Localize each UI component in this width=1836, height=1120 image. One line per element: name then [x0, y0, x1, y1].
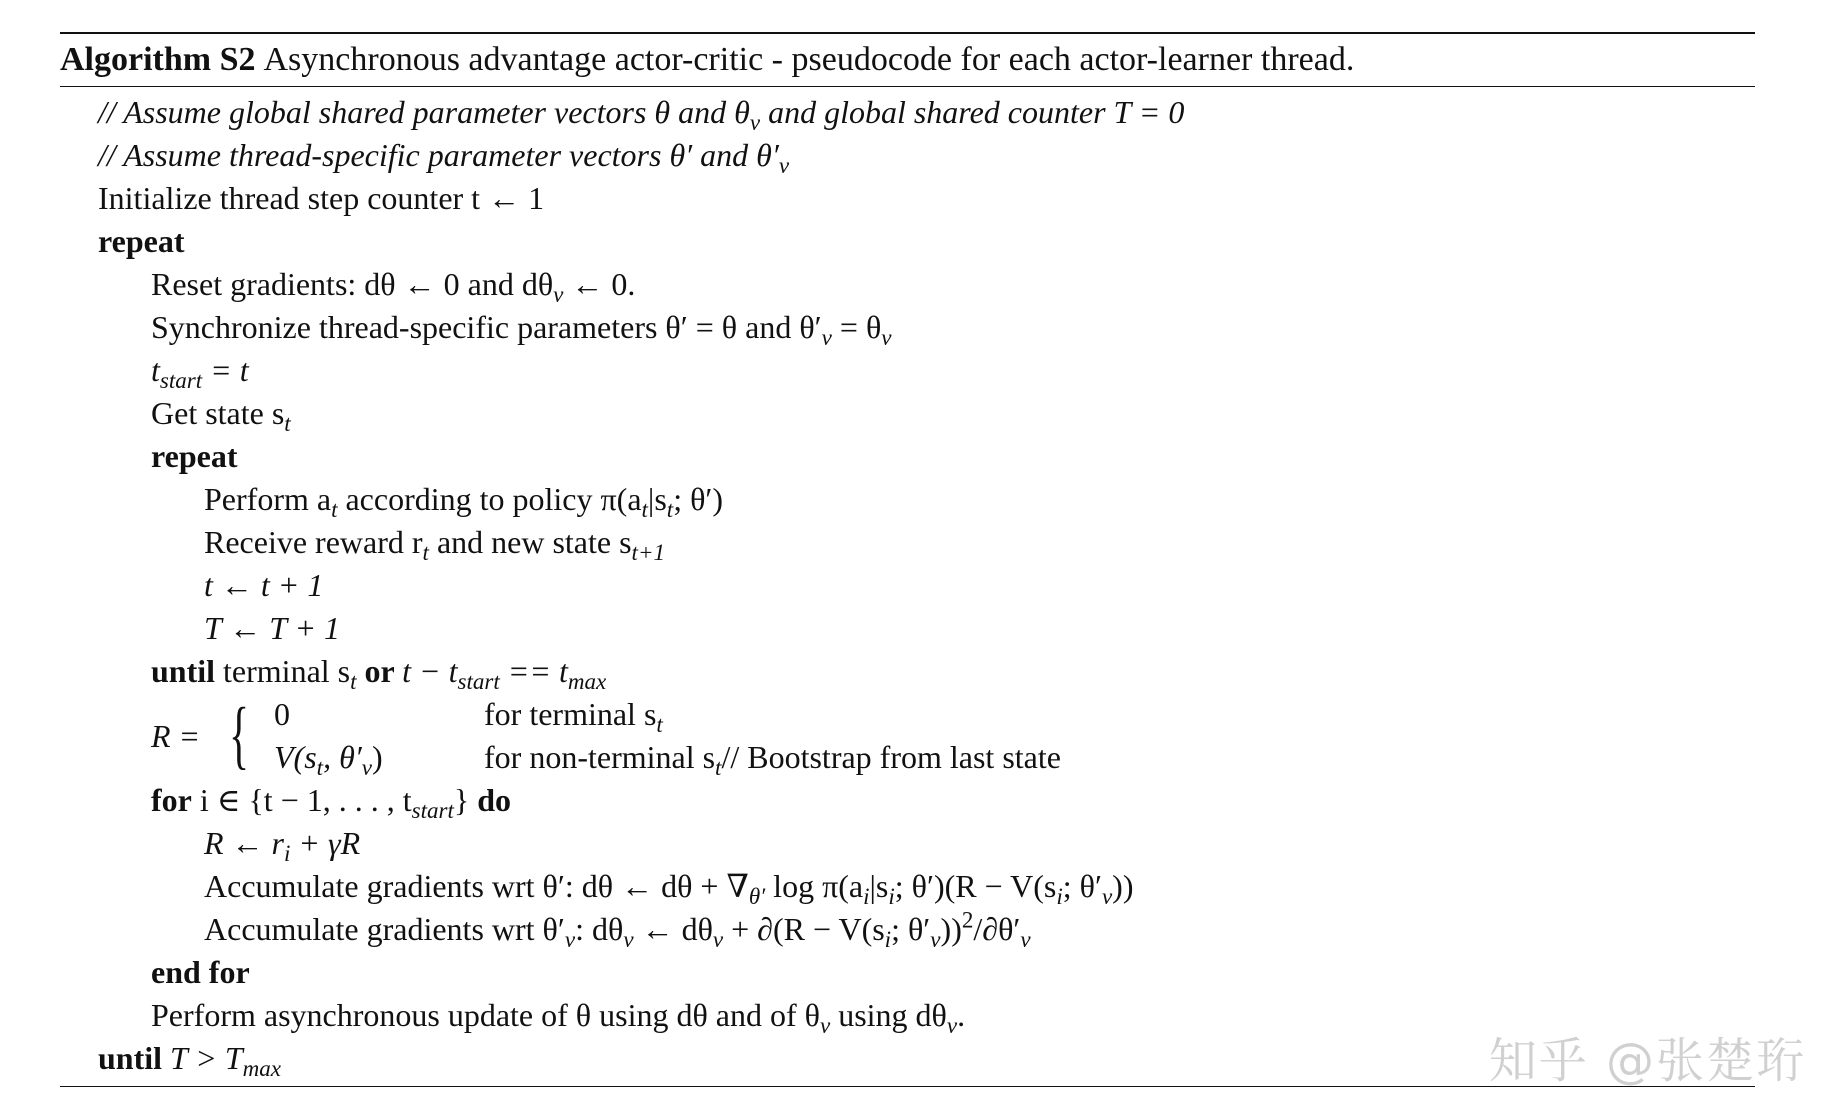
comment-line-thread: // Assume thread-specific parameter vectors θ′ and $\theta'_v$ — [98, 137, 790, 178]
perform-action-line: Perform $a_t$ according to policy $\pi(a_t|s_t$; θ′) — [204, 481, 724, 522]
tstart-line: $t_{start} = t$ — [151, 352, 249, 393]
synchronize-line: Synchronize thread-specific parameters θ′ = θ and $\theta'_v = \theta_v$ — [151, 309, 892, 350]
end-for-line: end for — [151, 954, 250, 990]
value-gradient-line: Accumulate gradients wrt $\theta'_v$: $d\theta_v$ ← $d\theta_v + \partial(R - V(s_i$; $\theta'_v))^2/\partial\theta'_v$ — [204, 906, 1031, 952]
return-cases — [60, 693, 1755, 779]
case-terminal: 0 for terminal $s_t$ — [274, 696, 663, 737]
init-line: Initialize thread step counter t ← 1 — [98, 180, 545, 216]
algorithm-title: Asynchronous advantage actor-critic - pseudocode for each actor-learner thread. — [263, 41, 1355, 78]
pseudocode-body — [60, 87, 1755, 1086]
for-loop-line: for i ∈ {t − 1, . . . , $t_{start}$} do — [151, 782, 512, 823]
increment-t-line: t ← t + 1 — [204, 567, 324, 603]
algorithm-caption — [60, 34, 1755, 86]
policy-gradient-line: Accumulate gradients wrt θ′: dθ ← $d\theta + \nabla_{\theta'}$ $\log \pi(a_i|s_i$; $\theta')(R - V(s_i$; $\theta'_v$)) — [204, 868, 1134, 909]
outer-until-line: until $T > T_{max}$ — [98, 1040, 282, 1081]
reset-gradients-line: Reset gradients: dθ ← 0 and $d\theta_v$ ← 0. — [151, 266, 636, 307]
algorithm-label: Algorithm S2 — [60, 41, 256, 78]
receive-reward-line: Receive reward $r_t$ and new state $s_{t+1}$ — [204, 524, 666, 565]
comment-line-global: // Assume global shared parameter vectors θ and $\theta_v$ and global shared counter T = 0 — [98, 94, 1185, 135]
return-lhs: R = — [151, 718, 201, 754]
case-nonterminal: $V(s_t$, $\theta'_v$) for non-terminal $s_t//$ Bootstrap from last state — [274, 739, 1061, 780]
return-update-line: R ← $r_i + \gamma R$ — [204, 825, 361, 866]
get-state-line: Get state $s_t$ — [151, 395, 291, 436]
async-update-line: Perform asynchronous update of θ using dθ and of $\theta_v$ using $d\theta_v$. — [151, 997, 966, 1038]
watermark-text: 知乎 @张楚珩 — [1488, 1033, 1806, 1089]
inner-until-line: until terminal $s_t$ or $t - t_{start} == t_{max}$ — [151, 653, 607, 694]
algorithm-box — [60, 32, 1755, 1087]
inner-repeat: repeat — [151, 438, 238, 474]
increment-T-line: T ← T + 1 — [204, 610, 341, 646]
cases-brace: { — [229, 693, 250, 777]
outer-repeat: repeat — [98, 223, 185, 259]
